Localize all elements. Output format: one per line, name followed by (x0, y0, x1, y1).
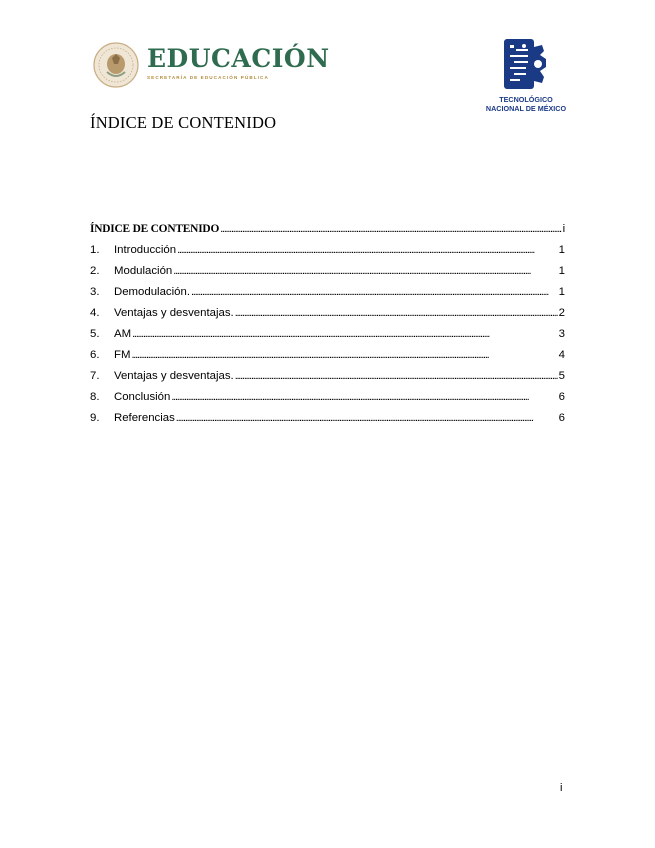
tecnm-logo-line1: TECNOLÓGICO (499, 95, 553, 104)
toc-entry-number: 7. (90, 370, 100, 382)
toc-entry-1[interactable] (90, 244, 565, 265)
toc-dot-leader (173, 265, 557, 277)
toc-entry-number: 2. (90, 265, 100, 277)
toc-dot-leader (171, 391, 557, 403)
toc-entry-9[interactable] (90, 412, 565, 433)
toc-dot-leader (131, 349, 557, 361)
toc-entry-page: 3 (558, 328, 565, 340)
toc-entry-page: 4 (558, 349, 565, 361)
toc-entry-page: 6 (558, 391, 565, 403)
toc-entry-text: FM (114, 349, 131, 361)
page-title: ÍNDICE DE CONTENIDO (90, 113, 277, 132)
toc-entry-text: Demodulación. (114, 286, 190, 298)
toc-dot-leader (132, 328, 558, 340)
tecnm-logo (476, 37, 576, 117)
toc-entry-text: Ventajas y desventajas. (114, 307, 234, 319)
toc-entry-number: 9. (90, 412, 100, 424)
toc-entry-number: 1. (90, 244, 100, 256)
toc-entry-6[interactable] (90, 349, 565, 370)
toc-entry-7[interactable] (90, 370, 565, 391)
toc-entry-number: 3. (90, 286, 100, 298)
toc-entry-2[interactable] (90, 265, 565, 286)
toc-entry-page: 5 (558, 370, 565, 382)
toc-entry-page: i (562, 223, 565, 235)
toc-entry-4[interactable] (90, 307, 565, 328)
toc-entry-page: 1 (558, 265, 565, 277)
toc-entry-text: Referencias (114, 412, 175, 424)
toc-dot-leader (191, 286, 558, 298)
toc-entry-number: 8. (90, 391, 100, 403)
toc-entry-page: 1 (558, 244, 565, 256)
table-of-contents (90, 223, 565, 433)
toc-title-entry[interactable] (90, 223, 565, 244)
toc-entry-5[interactable] (90, 328, 565, 349)
sep-logo-title: EDUCACIÓN (147, 44, 330, 73)
toc-dot-leader (220, 223, 562, 235)
toc-entry-text: Ventajas y desventajas. (114, 370, 234, 382)
toc-entry-text: Modulación (114, 265, 173, 277)
toc-entry-number: 5. (90, 328, 100, 340)
tecnm-logo-line2: NACIONAL DE MÉXICO (485, 104, 567, 113)
toc-entry-8[interactable] (90, 391, 565, 412)
toc-entry-number: 6. (90, 349, 100, 361)
toc-entry-page: 6 (558, 412, 565, 424)
toc-entry-3[interactable] (90, 286, 565, 307)
toc-entry-number: 4. (90, 307, 100, 319)
toc-entry-page: 1 (558, 286, 565, 298)
toc-dot-leader (235, 370, 558, 382)
toc-dot-leader (235, 307, 558, 319)
toc-entry-text: AM (114, 328, 132, 340)
tecnm-gear-emblem-icon (502, 37, 548, 91)
sep-educacion-logo (93, 40, 330, 90)
toc-dot-leader (176, 412, 558, 424)
toc-entry-text: Conclusión (114, 391, 171, 403)
toc-entry-text: ÍNDICE DE CONTENIDO (90, 223, 220, 235)
page-number: i (560, 782, 563, 794)
toc-entry-text: Introducción (114, 244, 177, 256)
mexican-seal-icon (93, 42, 139, 88)
toc-dot-leader (177, 244, 558, 256)
toc-entry-page: 2 (558, 307, 565, 319)
sep-logo-subtitle: SECRETARÍA DE EDUCACIÓN PÚBLICA (147, 75, 269, 80)
